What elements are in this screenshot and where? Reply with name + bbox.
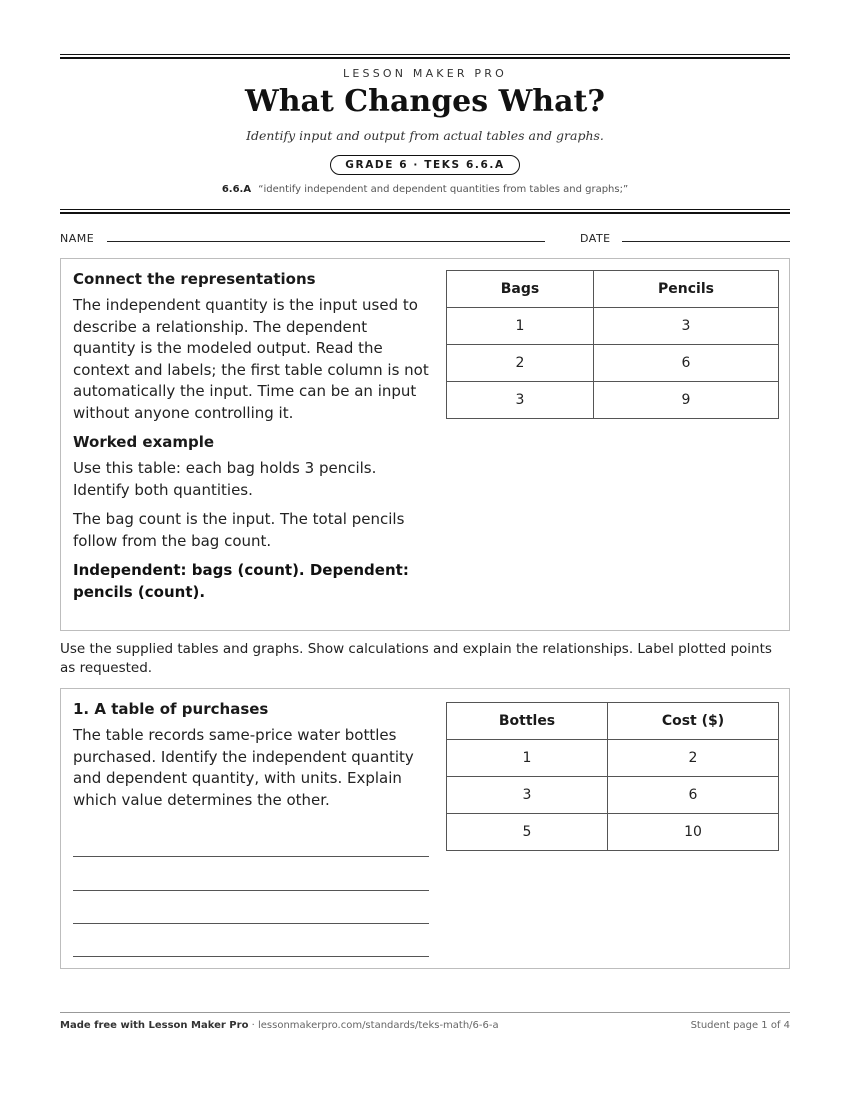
page-subtitle: Identify input and output from actual tables and graphs. bbox=[246, 128, 604, 143]
answer-line[interactable] bbox=[73, 890, 429, 891]
table-cell: 5 bbox=[447, 814, 608, 851]
table-row bbox=[447, 814, 779, 851]
answer-line[interactable] bbox=[73, 923, 429, 924]
question-1-prompt: The table records same-price water bottles purchased. Identify the independent quantity and dependent quantity, with units. Explain which value determines the other. bbox=[73, 726, 414, 809]
table-header-cell: Bottles bbox=[447, 703, 608, 740]
standard-line bbox=[60, 184, 790, 195]
question-1-card bbox=[60, 688, 790, 969]
table-header-cell: Pencils bbox=[594, 271, 779, 308]
table-cell: 3 bbox=[447, 777, 608, 814]
question-1-text bbox=[73, 699, 429, 819]
question-1-heading: 1. A table of purchases bbox=[73, 700, 269, 718]
table-cell: 1 bbox=[447, 308, 594, 345]
badge-wrap bbox=[60, 153, 790, 175]
page-title: What Changes What? bbox=[245, 84, 605, 119]
date-label: DATE bbox=[580, 232, 611, 245]
footer bbox=[60, 1020, 790, 1031]
table-row bbox=[447, 308, 779, 345]
intro-card bbox=[60, 258, 790, 631]
table-row bbox=[447, 382, 779, 419]
table-cell: 2 bbox=[608, 740, 779, 777]
table-cell: 6 bbox=[594, 345, 779, 382]
table-cell: 2 bbox=[447, 345, 594, 382]
bottles-table bbox=[446, 702, 779, 851]
worksheet-page bbox=[60, 0, 790, 1100]
intro-heading: Connect the representations bbox=[73, 270, 316, 288]
table-row bbox=[447, 777, 779, 814]
answer-line[interactable] bbox=[73, 956, 429, 957]
worked-example-prompt: Use this table: each bag holds 3 pencils. Identify both quantities. bbox=[73, 459, 377, 499]
grade-badge: GRADE 6 · TEKS 6.6.A bbox=[330, 155, 519, 175]
table-header-row bbox=[447, 271, 779, 308]
answer-line[interactable] bbox=[73, 856, 429, 857]
student-fields bbox=[60, 232, 790, 246]
name-label: NAME bbox=[60, 232, 95, 245]
table-header-row bbox=[447, 703, 779, 740]
table-cell: 9 bbox=[594, 382, 779, 419]
intro-paragraph: The independent quantity is the input used to describe a relationship. The dependent quantity is the modeled output. Read the context and labels; the first table column is not automatically the input. Time can be an input without anyone controlling it. bbox=[73, 296, 429, 422]
footer-made-with: Made free with Lesson Maker Pro bbox=[60, 1020, 249, 1031]
table-cell: 10 bbox=[608, 814, 779, 851]
table-row bbox=[447, 740, 779, 777]
worked-example-reasoning: The bag count is the input. The total pencils follow from the bag count. bbox=[73, 510, 405, 550]
brand-name: LESSON MAKER PRO bbox=[343, 67, 507, 80]
footer-rule bbox=[60, 1012, 790, 1013]
worked-example-answer: Independent: bags (count). Dependent: pencils (count). bbox=[73, 561, 409, 601]
table-cell: 6 bbox=[608, 777, 779, 814]
standard-code: 6.6.A bbox=[221, 184, 252, 195]
footer-url[interactable]: · lessonmakerpro.com/standards/teks-math/6-6-a bbox=[248, 1020, 499, 1031]
pencils-table bbox=[446, 270, 779, 419]
name-field[interactable] bbox=[107, 241, 545, 242]
instructions: Use the supplied tables and graphs. Show calculations and explain the relationships. Label plotted points as requested. bbox=[60, 641, 772, 676]
header-bottom-rule bbox=[60, 209, 790, 214]
table-header-cell: Bags bbox=[447, 271, 594, 308]
top-double-rule bbox=[60, 54, 790, 59]
intro-text bbox=[73, 269, 429, 603]
table-cell: 3 bbox=[447, 382, 594, 419]
worked-example-heading: Worked example bbox=[73, 433, 215, 451]
footer-page-number: Student page 1 of 4 bbox=[690, 1020, 790, 1031]
table-cell: 3 bbox=[594, 308, 779, 345]
table-row bbox=[447, 345, 779, 382]
date-field[interactable] bbox=[622, 241, 790, 242]
table-cell: 1 bbox=[447, 740, 608, 777]
standard-text: “identify independent and dependent quantities from tables and graphs;” bbox=[258, 184, 629, 195]
table-header-cell: Cost ($) bbox=[608, 703, 779, 740]
